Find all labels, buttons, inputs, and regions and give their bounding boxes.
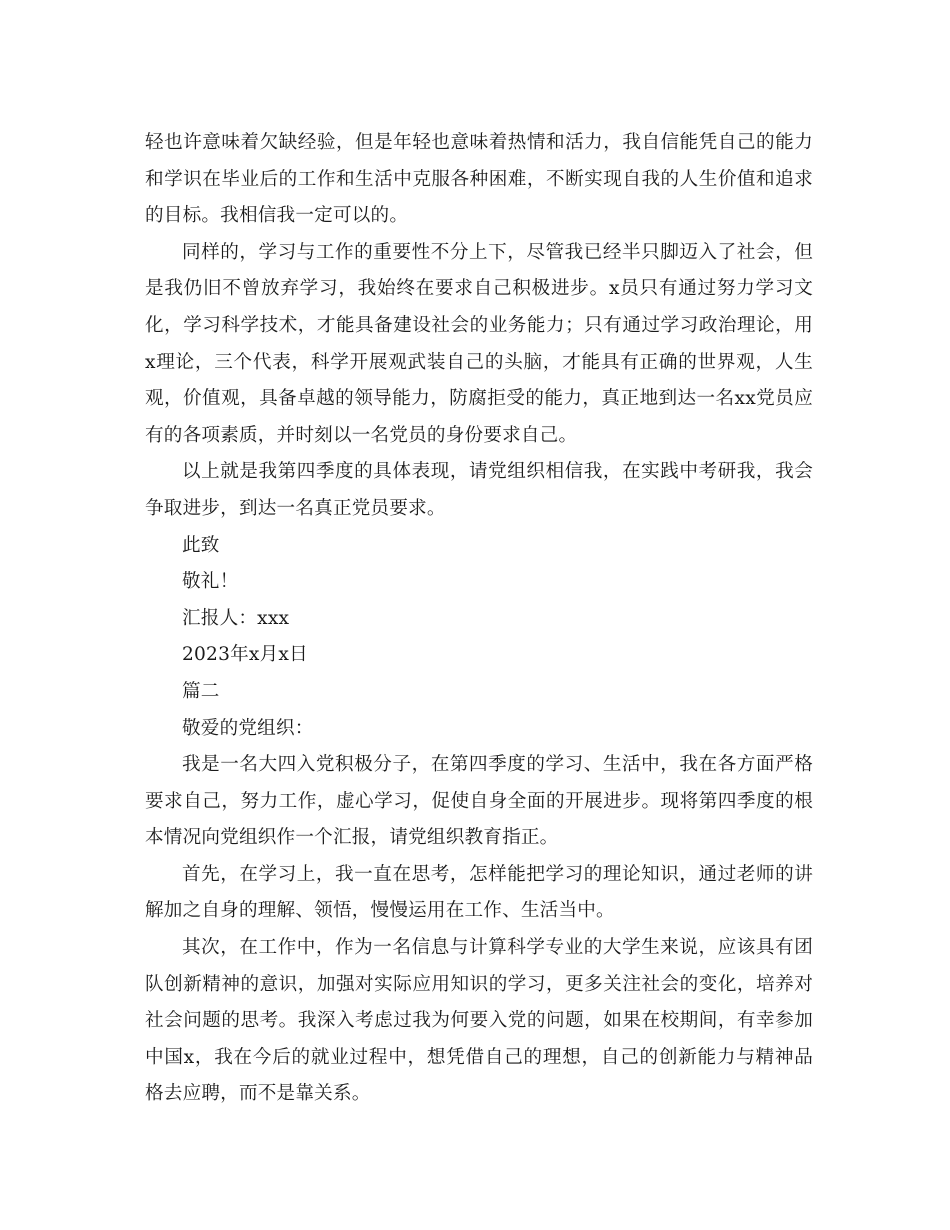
report-date: 2023年x月x日 [182, 644, 308, 666]
paragraph-continuation: 轻也许意味着欠缺经验，但是年轻也意味着热情和活力，我自信能凭自己的能力和学识在毕业后的工作和生活中克服各种困难，不断实现自我的人生价值和追求的目标。我相信我一定可以的。 [145, 132, 813, 227]
paragraph-study-importance: 同样的，学习与工作的重要性不分上下，尽管我已经半只脚迈入了社会，但是我仍旧不曾放弃学习，我始终在要求自己积极进步。x员只有通过努力学习文化，学习科学技术，才能具备建设社会的业务能力；只有通过学习政治理论，用x理论，三个代表，科学开展观武装自己的头脑，才能具有正确的世界观，人生观，价值观，具备卓越的领导能力，防腐拒受的能力，真正地到达一名xx党员应有的各项素质，并时刻以一名党员的身份要求自己。 [145, 241, 813, 446]
closing-respect: 敬礼！ [182, 571, 239, 593]
document-body [145, 125, 813, 1113]
paragraph-study: 首先，在学习上，我一直在思考，怎样能把学习的理论知识，通过老师的讲解加之自身的理解、领悟，慢慢运用在工作、生活当中。 [145, 863, 813, 922]
section-heading: 篇二 [182, 680, 220, 702]
paragraph-fourth-quarter-summary: 以上就是我第四季度的具体表现，请党组织相信我，在实践中考研我，我会争取进步，到达一名真正党员要求。 [145, 461, 813, 519]
paragraph-introduction: 我是一名大四入党积极分子，在第四季度的学习、生活中，我在各方面严格要求自己，努力工作，虚心学习，促使自身全面的开展进步。现将第四季度的根本情况向党组织作一个汇报，请党组织教育指正。 [145, 754, 813, 849]
reporter-signature: 汇报人：xxx [182, 607, 290, 629]
letter-greeting: 敬爱的党组织： [182, 717, 314, 739]
paragraph-work: 其次，在工作中，作为一名信息与计算科学专业的大学生来说，应该具有团队创新精神的意识，加强对实际应用知识的学习，更多关注社会的变化，培养对社会问题的思考。我深入考虑过我为何要入党的问题，如果在校期间，有幸参加中国x，我在今后的就业过程中，想凭借自己的理想，自己的创新能力与精神品格去应聘，而不是靠关系。 [145, 937, 813, 1105]
closing-salutation: 此致 [182, 534, 220, 556]
